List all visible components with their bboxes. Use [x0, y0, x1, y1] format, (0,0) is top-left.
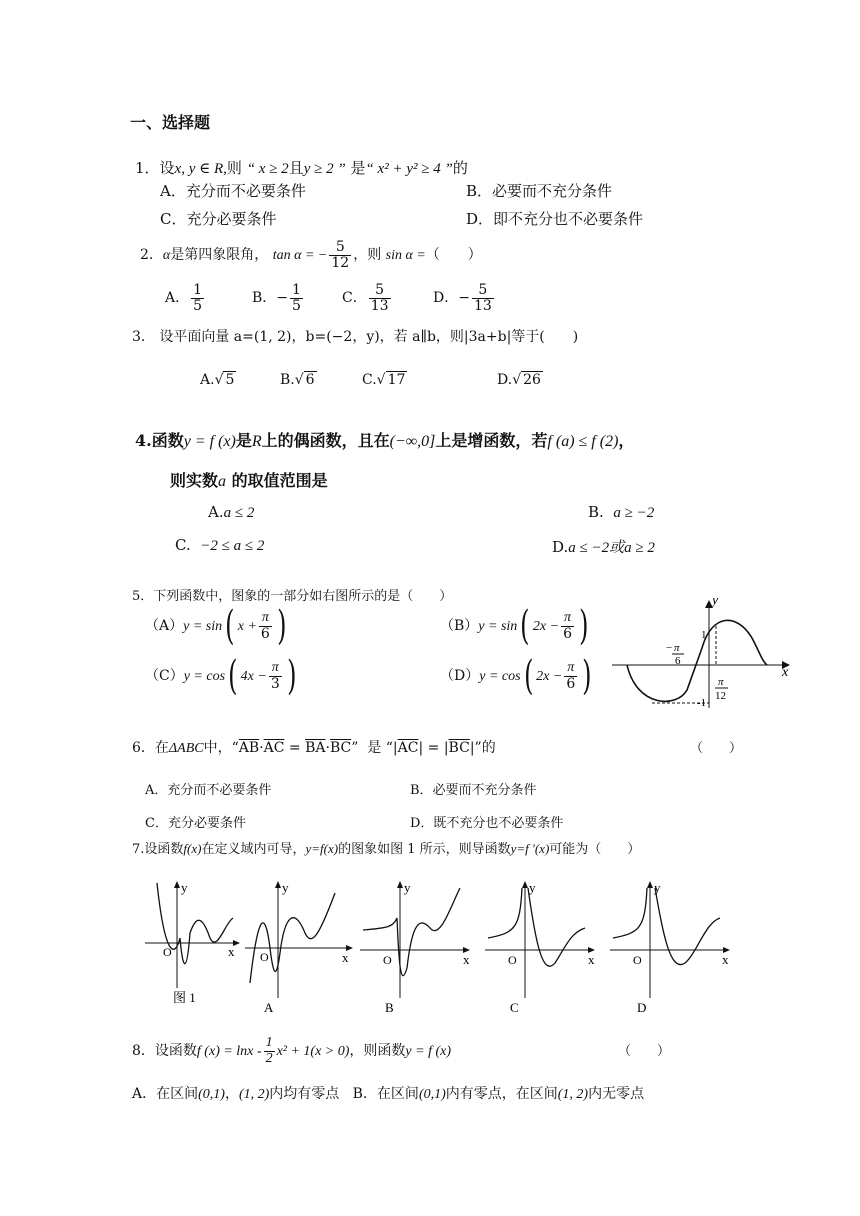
- svg-text:C: C: [510, 1000, 519, 1015]
- q5-option-c: （C）y = cos( 4x − $\frac{\pi}{3}$ ): [145, 653, 297, 699]
- q5-graph-twelve: 12: [715, 690, 726, 702]
- q5-graph-pi: π: [718, 676, 724, 688]
- q4-option-b: B. a ≥ −2: [588, 503, 655, 521]
- q6-option-a: A．充分而不必要条件: [145, 783, 272, 798]
- q5-option-d: （D）y = cos( 2x − $\frac{\pi}{6}$ ): [440, 653, 592, 699]
- q6-option-b: B．必要而不充分条件: [410, 783, 537, 798]
- q6-stem: 6．在ΔABC中，“$\overline{AB}\cdot\overline{AC} = \overline{BA}\cdot\overline{BC}$” 是 “$|\overline{AC}| = |\overline{BC}|$”的: [132, 740, 496, 756]
- q4-stem-line1: 4.函数y = f (x)是R上的偶函数，且在(−∞,0]上是增函数，若f (a) ≤ f (2)，: [135, 431, 635, 450]
- svg-text:A: A: [264, 1000, 274, 1015]
- q8-paren: （ ）: [618, 1044, 671, 1059]
- q2-option-b: B．− $\frac{1}{5}$: [252, 282, 301, 314]
- q4-option-a: A.a ≤ 2: [208, 503, 255, 521]
- svg-text:D: D: [637, 1000, 647, 1015]
- svg-text:B: B: [385, 1000, 394, 1015]
- svg-text:O: O: [633, 953, 642, 967]
- q5-graph-neg-six: 6: [675, 655, 681, 667]
- q1-stem: 1．设x, y ∈ R,则 “ x ≥ 2且y ≥ 2 ” 是“ x² + y² ≥ 4 ”的: [135, 159, 468, 177]
- q6-option-c: C．充分必要条件: [145, 816, 246, 831]
- q4-option-d: D.a ≤ −2或a ≥ 2: [552, 538, 655, 556]
- q1-option-c: C．充分必要条件: [160, 210, 277, 228]
- q5-option-a: （A）y = sin( x + $\frac{\pi}{6}$ ): [145, 603, 287, 649]
- svg-text:x: x: [228, 944, 235, 959]
- q5-option-b: （B）y = sin( 2x − $\frac{\pi}{6}$ ): [440, 603, 589, 649]
- svg-text:y: y: [654, 880, 661, 895]
- q5-graph-neg-pi: π: [674, 642, 680, 654]
- q1-option-d: D．即不充分也不必要条件: [466, 210, 644, 228]
- q7-graph-c: [480, 878, 605, 1028]
- q6-paren: （ ）: [690, 741, 743, 756]
- svg-text:O: O: [383, 953, 392, 967]
- q7-stem: 7.设函数f(x)在定义域内可导，y=f(x)的图象如图 1 所示，则导函数y=f ′(x)可能为（ ）: [132, 841, 641, 857]
- q5-graph-x-label: x: [782, 665, 789, 680]
- q5-graph-one: 1: [701, 629, 707, 641]
- q3-option-b: B.√ 6: [280, 372, 315, 388]
- q7-graph-a: [240, 878, 360, 1028]
- svg-text:O: O: [508, 953, 517, 967]
- svg-text:x: x: [722, 952, 729, 967]
- section-title: 一、选择题: [130, 113, 211, 132]
- q1-option-b: B．必要而不充分条件: [466, 182, 613, 200]
- q2-option-d: D．− $\frac{5}{13}$: [433, 282, 492, 314]
- svg-text:图 1: 图 1: [173, 990, 196, 1005]
- svg-text:O: O: [260, 950, 269, 964]
- q5-stem: 5．下列函数中，图象的一部分如右图所示的是（ ）: [132, 589, 453, 604]
- q7-graph-b: [355, 878, 480, 1028]
- q5-graph-minus: −: [666, 642, 673, 654]
- svg-text:y: y: [181, 880, 188, 895]
- svg-text:O: O: [163, 945, 172, 959]
- svg-text:y: y: [282, 880, 289, 895]
- q4-stem-line2: 则实数a 的取值范围是: [170, 471, 328, 490]
- q3-option-d: D.√ 26: [497, 372, 541, 388]
- svg-text:x: x: [463, 952, 470, 967]
- q8-options: A．在区间(0,1)，(1, 2)内均有零点 B．在区间(0,1)内有零点，在区间(1, 2)内无零点: [132, 1086, 645, 1102]
- q5-graph-neg-one: -1: [697, 697, 707, 709]
- q1-option-a: A．充分而不必要条件: [160, 182, 306, 200]
- q2-option-a: A． $\frac{1}{5}$: [165, 282, 203, 314]
- q2-option-c: C． $\frac{5}{13}$: [342, 282, 389, 314]
- svg-text:y: y: [404, 880, 411, 895]
- svg-text:x: x: [588, 952, 595, 967]
- q6-option-d: D．既不充分也不必要条件: [410, 816, 564, 831]
- q2-stem: 2．α是第四象限角， tan α = − $\frac{5}{12}$ ，则 sin α =（ ）: [140, 239, 482, 271]
- svg-text:y: y: [529, 880, 536, 895]
- q3-option-c: C.√ 17: [362, 372, 406, 388]
- q4-option-c: C. −2 ≤ a ≤ 2: [175, 536, 265, 554]
- q7-graph-d: [605, 878, 740, 1028]
- q8-stem: 8．设函数f (x) = lnx - $\frac{1}{2}$ x² + 1(x > 0)，则函数y = f (x): [132, 1035, 451, 1066]
- q3-stem: 3． 设平面向量 a=(1, 2)，b=(−2，y)，若 a∥b，则|3a+b|等于( ): [132, 329, 579, 345]
- q5-graph: [612, 598, 792, 713]
- q7-graph-fig1: [145, 878, 245, 1008]
- svg-text:x: x: [342, 950, 349, 965]
- q5-graph-y-label: y: [712, 598, 719, 608]
- q3-option-a: A.√ 5: [200, 372, 235, 388]
